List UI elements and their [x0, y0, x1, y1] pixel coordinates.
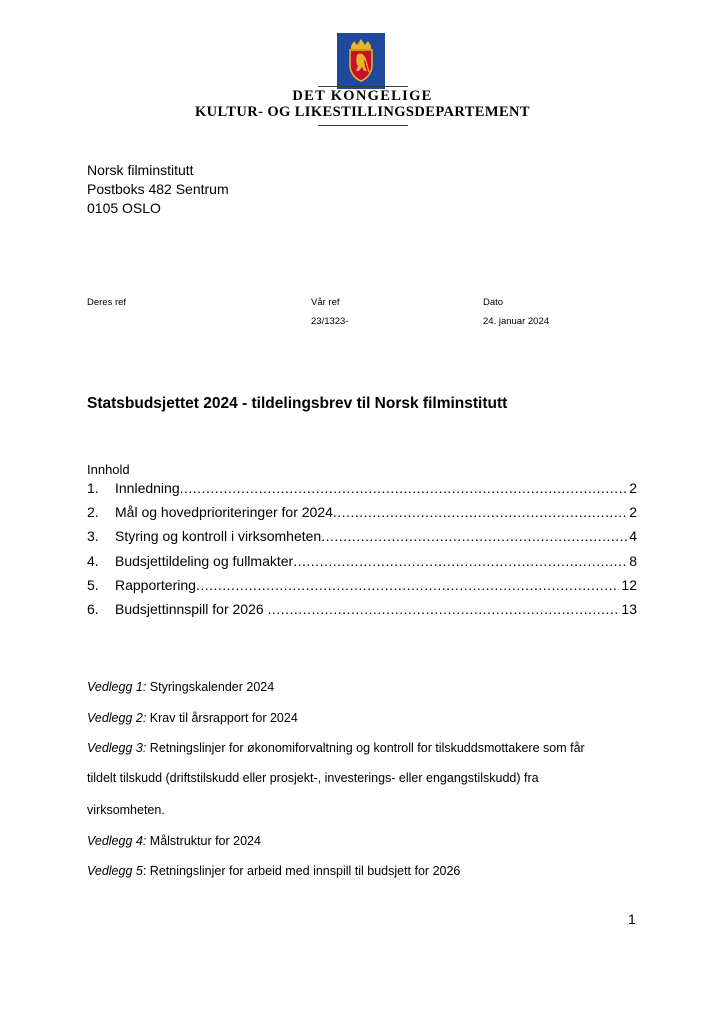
document-title: Statsbudsjettet 2024 - tildelingsbrev til Norsk filminstitutt — [87, 395, 508, 412]
toc-label: Styring og kontroll i virksomheten — [115, 528, 322, 544]
appendix-3 — [87, 741, 585, 755]
toc-number: 2. — [87, 504, 99, 520]
appendix-3-line3: virksomheten. — [87, 803, 165, 817]
toc-item-4[interactable] — [87, 553, 637, 573]
toc-item-5[interactable] — [87, 577, 637, 597]
department-name-line1: DET KONGELIGE — [292, 88, 433, 104]
appendix-1 — [87, 680, 274, 694]
toc-item-3[interactable] — [87, 528, 637, 548]
toc-page-number: 2 — [629, 504, 637, 520]
toc-label: Innledning — [115, 480, 180, 496]
royal-crest-logo — [337, 33, 385, 89]
var-ref-value: 23/1323- — [311, 316, 349, 327]
appendix-text: : Retningslinjer for arbeid med innspill til budsjett for 2026 — [142, 864, 461, 878]
toc-item-1[interactable] — [87, 480, 637, 500]
toc-leader-dots — [268, 601, 620, 617]
recipient-city: 0105 OSLO — [87, 200, 161, 216]
toc-page-number: 8 — [629, 553, 637, 569]
header-rule-bottom — [318, 125, 408, 126]
appendix-4 — [87, 834, 261, 848]
recipient-name: Norsk filminstitutt — [87, 162, 194, 178]
deres-ref-label: Deres ref — [87, 297, 127, 308]
toc-item-2[interactable] — [87, 504, 637, 524]
appendix-text: Krav til årsrapport for 2024 — [146, 711, 298, 725]
appendix-label: Vedlegg 3: — [87, 741, 147, 755]
appendix-text: Målstruktur for 2024 — [146, 834, 261, 848]
page-number: 1 — [628, 911, 636, 927]
appendix-text: Styringskalender 2024 — [146, 680, 275, 694]
recipient-address: Postboks 482 Sentrum — [87, 181, 229, 197]
dato-label: Dato — [483, 297, 504, 308]
toc-heading: Innhold — [87, 462, 130, 477]
toc-page-number: 2 — [629, 480, 637, 496]
toc-leader-dots — [321, 528, 627, 544]
var-ref-label: Vår ref — [311, 297, 340, 308]
toc-leader-dots — [180, 480, 628, 496]
toc-leader-dots — [293, 553, 627, 569]
appendix-3-line2: tildelt tilskudd (driftstilskudd eller prosjekt-, investerings- eller engangstilskudd) fra — [87, 771, 539, 785]
toc-leader-dots — [333, 504, 627, 520]
appendix-label: Vedlegg 4: — [87, 834, 147, 848]
toc-number: 4. — [87, 553, 99, 569]
toc-page-number: 4 — [629, 528, 637, 544]
toc-page-number: 13 — [621, 601, 637, 617]
toc-label: Budsjettildeling og fullmakter — [115, 553, 294, 569]
toc-page-number: 12 — [621, 577, 637, 593]
toc-number: 5. — [87, 577, 99, 593]
appendix-label: Vedlegg 5 — [87, 864, 143, 878]
toc-number: 3. — [87, 528, 99, 544]
toc-label: Rapportering — [115, 577, 196, 593]
appendix-text: Retningslinjer for økonomiforvaltning og kontroll for tilskuddsmottakere som får — [146, 741, 585, 755]
toc-item-6[interactable] — [87, 601, 637, 621]
toc-number: 1. — [87, 480, 99, 496]
dato-value: 24. januar 2024 — [483, 316, 550, 327]
appendix-2 — [87, 711, 298, 725]
appendix-label: Vedlegg 2: — [87, 711, 147, 725]
toc-leader-dots — [196, 577, 619, 593]
department-name-line2: KULTUR- OG LIKESTILLINGSDEPARTEMENT — [195, 104, 530, 120]
toc-number: 6. — [87, 601, 99, 617]
appendix-5 — [87, 864, 460, 878]
appendix-label: Vedlegg 1: — [87, 680, 147, 694]
toc-label: Budsjettinnspill for 2026 — [115, 601, 268, 617]
toc-label: Mål og hovedprioriteringer for 2024 — [115, 504, 333, 520]
header-rule-top — [318, 86, 408, 87]
